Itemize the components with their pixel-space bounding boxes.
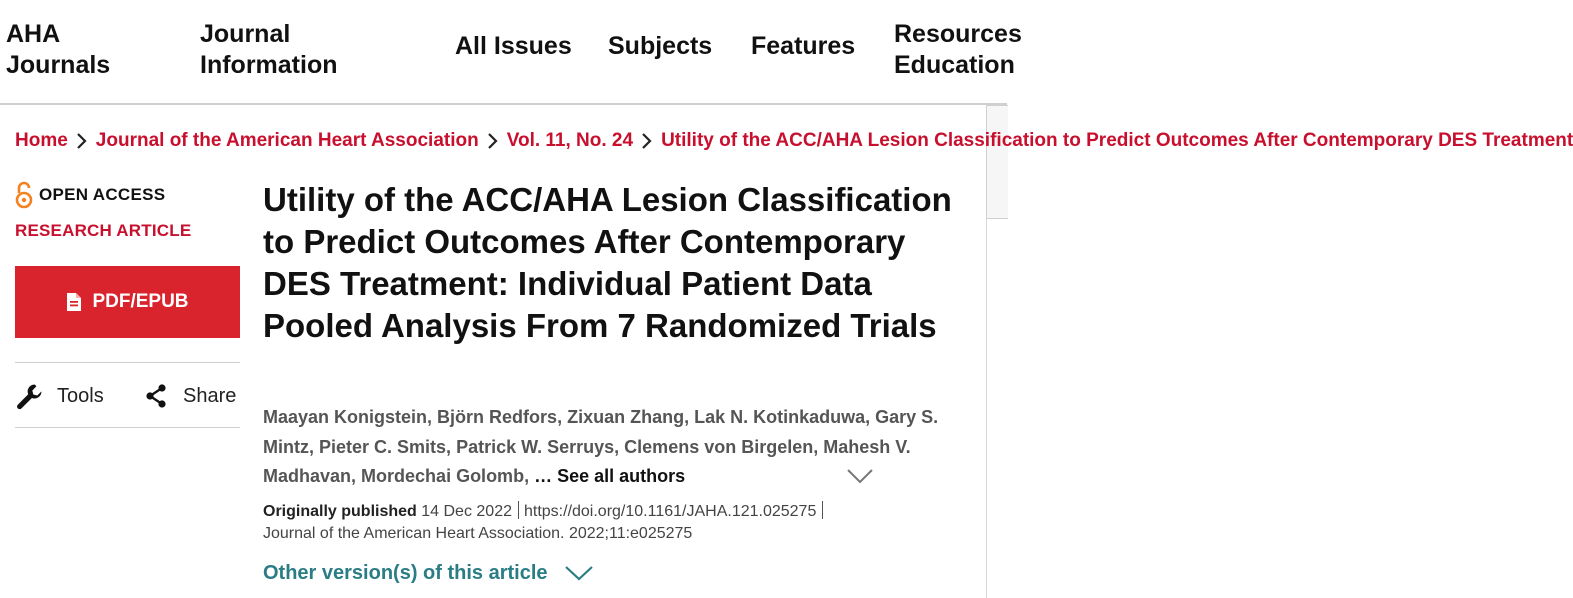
nav-resources-education[interactable]: [894, 19, 1022, 81]
nav-all-issues[interactable]: All Issues: [455, 32, 572, 60]
breadcrumb-issue[interactable]: Vol. 11, No. 24: [506, 130, 634, 151]
see-all-authors-link[interactable]: … See all authors: [534, 466, 686, 486]
doi-link[interactable]: https://doi.org/10.1161/JAHA.121.025275: [523, 503, 817, 520]
side-panel-tab[interactable]: [986, 105, 1008, 219]
published-label: Originally published: [263, 503, 417, 520]
top-navigation: [0, 0, 1022, 105]
publication-info: [263, 501, 983, 545]
journal-info-line-1: Journal: [200, 20, 291, 48]
author-link[interactable]: Zixuan Zhang: [567, 407, 685, 427]
sidebar-divider-top: [15, 362, 240, 363]
chevron-right-icon: [76, 132, 87, 150]
open-lock-icon: [14, 181, 34, 209]
share-label: Share: [183, 384, 237, 407]
breadcrumb-article[interactable]: Utility of the ACC/AHA Lesion Classification to Predict Outcomes After Contemporary DES Treatment: [661, 130, 1573, 151]
tools-label: Tools: [57, 384, 104, 407]
separator: [518, 501, 519, 519]
author-link[interactable]: Gary S. Mintz: [263, 407, 939, 457]
breadcrumb-home[interactable]: Home: [15, 130, 68, 151]
breadcrumb: [15, 128, 1573, 154]
author-link[interactable]: Björn Redfors: [437, 407, 558, 427]
citation: Journal of the American Heart Association. 2022;11:e025275: [263, 525, 693, 542]
article-type-label: RESEARCH ARTICLE: [15, 221, 192, 240]
author-link[interactable]: Mordechai Golomb: [361, 466, 525, 486]
author-link[interactable]: Lak N. Kotinkaduwa: [694, 407, 866, 427]
open-access-badge: [14, 180, 165, 210]
share-button[interactable]: [143, 380, 236, 412]
published-date: 14 Dec 2022: [421, 503, 512, 520]
aha-journals-logo-link[interactable]: [6, 19, 110, 81]
other-versions-toggle[interactable]: [263, 559, 594, 587]
logo-line-1: AHA: [6, 20, 61, 48]
author-link[interactable]: Maayan Konigstein: [263, 407, 428, 427]
nav-features[interactable]: Features: [751, 32, 856, 60]
document-icon: [66, 292, 82, 312]
breadcrumb-journal[interactable]: Journal of the American Heart Association: [95, 130, 479, 151]
author-link[interactable]: Pieter C. Smits: [319, 436, 447, 457]
resources-line-1: Resources: [894, 20, 1022, 48]
resources-line-2: Education: [894, 51, 1015, 79]
chevron-right-icon: [487, 132, 498, 150]
journal-info-line-2: Information: [200, 51, 338, 79]
nav-subjects[interactable]: Subjects: [608, 32, 713, 60]
tools-button[interactable]: [15, 380, 104, 412]
open-access-label: OPEN ACCESS: [39, 185, 166, 204]
nav-journal-information[interactable]: [200, 19, 338, 81]
logo-line-2: Journals: [6, 51, 111, 79]
sidebar-divider-bottom: [15, 427, 240, 428]
wrench-icon: [15, 382, 43, 410]
pdf-epub-label: PDF/EPUB: [92, 291, 189, 312]
author-list: Maayan Konigstein, Björn Redfors, Zixuan Zhang, Lak N. Kotinkaduwa, Gary S. Mintz, Pieter C. Smits, Patrick W. Serruys, Clemens von Birgelen, Mahesh V. Madhavan, Mordechai Golomb, … See all authors: [263, 407, 939, 486]
author-link[interactable]: Mahesh V. Madhavan: [263, 436, 911, 486]
chevron-down-icon[interactable]: [846, 467, 874, 485]
other-versions-label: Other version(s) of this article: [263, 561, 548, 584]
chevron-down-icon: [564, 564, 594, 582]
separator: [822, 501, 823, 519]
author-link[interactable]: Clemens von Birgelen: [624, 436, 814, 457]
share-icon: [143, 383, 169, 409]
pdf-epub-button[interactable]: [15, 266, 240, 338]
article-title: Utility of the ACC/AHA Lesion Classification to Predict Outcomes After Contemporary DES Treatment: Individual Patient Data Pooled Analysis From 7 Randomized Trials: [263, 181, 952, 344]
author-link[interactable]: Patrick W. Serruys: [456, 436, 615, 457]
chevron-right-icon: [641, 132, 652, 150]
